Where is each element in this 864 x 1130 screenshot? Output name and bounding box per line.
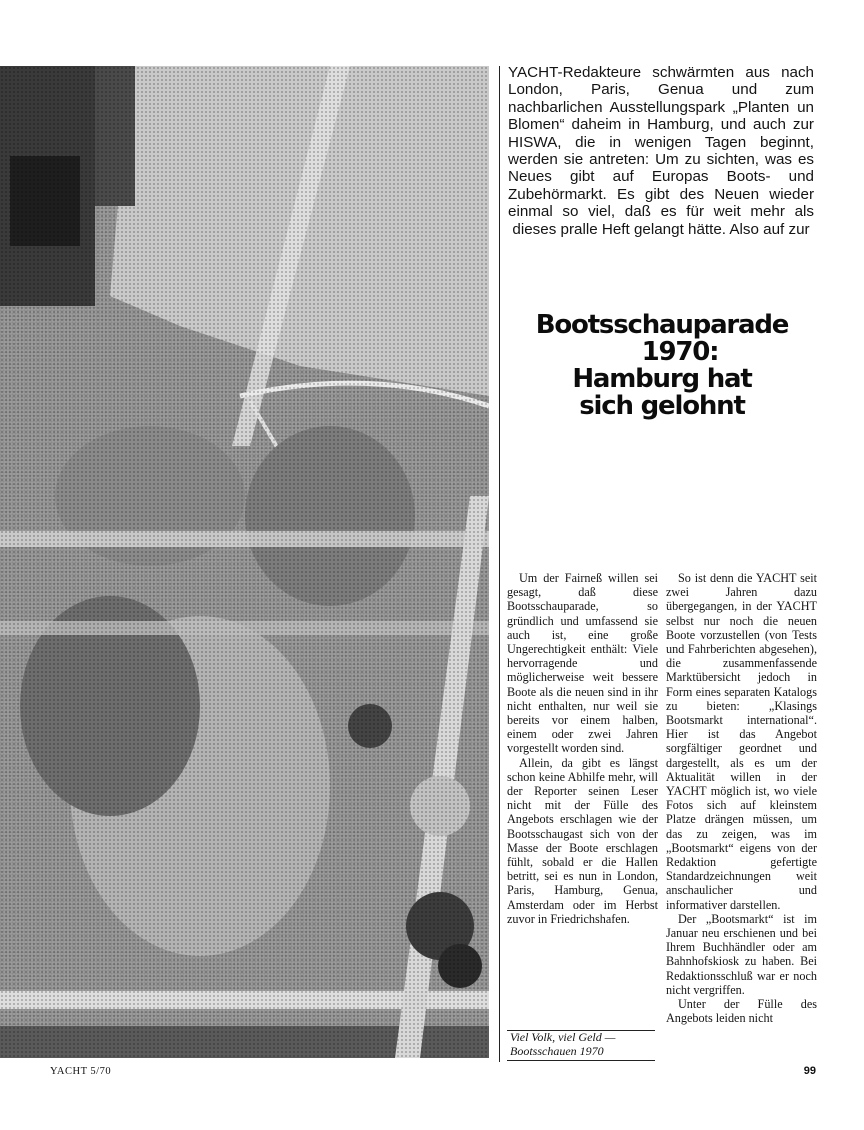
headline-line-2: 1970: [641,337,719,367]
body-paragraph: So ist denn die YACHT seit zwei Jahren dazu übergegangen, in der YACHT selbst nur noch die neuen Boote vorzustellen (von Tests und Fahrberichten abgesehen), die zusammenfassende Marktübersicht jedoch in Form eines separaten Katalogs zu bieten: „Klasings Bootsmarkt international“. Hier ist das Angebot sorgfältiger geordnet und dargestellt, als es um der Aktualität willen in der YACHT möglich ist, wo viele Fotos sich auf kleinstem Platze drängen müssen, um das zu zeigen, was im „Bootsmarkt“ eigens von der Redaktion gefertigte Standardzeichnungen weit anschaulicher und informativer darstellen. [666,571,817,912]
body-paragraph: Unter der Fülle des Angebots leiden nicht [666,997,817,1026]
headline-line-4: sich gelohnt [579,391,745,421]
intro-paragraph: YACHT-Redakteure schwärmten aus nach London, Paris, Genua und zum nachbarlichen Ausstellungspark „Planten un Blomen“ daheim in Hamburg, und auch zur HISWA, die in wenigen Tagen beginnt, werden sie antreten: Um zu sichten, was es Neues gibt auf Europas Boots- und Zubehörmarkt. Es gibt des Neuen wieder einmal so viel, daß es für weit mehr als dieses pralle Heft gelangt hätte. Also auf zur [508,64,814,238]
body-paragraph: Der „Bootsmarkt“ ist im Januar neu erschienen und bei Ihrem Buchhändler oder am Bahnhofskiosk zu haben. Bei Redaktionsschluß war er noch nicht vergriffen. [666,911,817,997]
page-number: 99 [803,1065,816,1077]
boat-show-photo [0,66,489,1058]
body-paragraph: Um der Fairneß willen sei gesagt, daß diese Bootsschauparade, so gründlich und umfassend sie auch ist, eine große Ungerechtigkeit enthält: Viele hervorragende und möglicherweise weit bessere Boote als die neuen sind in ihr nicht enthalten, nur weil sie bereits vor einem halben, einem oder zwei Jahren vorgestellt worden sind. [507,571,658,756]
caption-line-2: Bootsschauen 1970 [510,1043,604,1058]
body-column-2 [666,571,817,1064]
caption-line-1: Viel Volk, viel Geld — [510,1030,616,1044]
issue-footer: YACHT 5/70 [50,1066,112,1077]
body-paragraph: Allein, da gibt es längst schon keine Abhilfe mehr, will der Reporter seinen Leser nicht mit der Fülle des Angebots erschlagen wie der Bootsschaugast sich von der Masse der Boote erschlagen fühlt, sobald er die Hallen betritt, sei es nun in London, Paris, Hamburg, Genua, Amsterdam oder im Herbst zuvor in Friedrichshafen. [507,755,658,926]
headline-line-1: Bootsschauparade [535,310,789,340]
caption-rule-bottom [507,1060,655,1061]
body-column-1 [507,571,658,963]
column-divider [499,66,500,1062]
headline [500,312,824,420]
headline-line-3: Hamburg hat [572,364,752,394]
halftone-photo-art [0,66,489,1058]
photo-caption [510,1031,660,1058]
